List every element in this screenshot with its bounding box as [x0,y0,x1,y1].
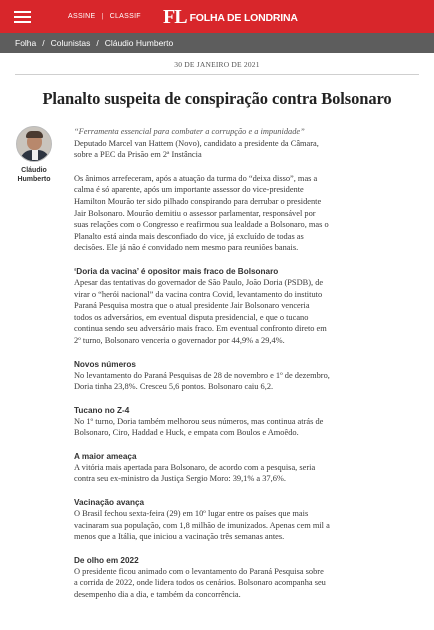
text-line: Doria tinha 23,8%. Cresceu 5,6 pontos. Bolsonaro caiu 6,2. [74,382,274,392]
article-date: 30 DE JANEIRO DE 2021 [174,60,260,69]
subscribe-link[interactable]: ASSINE [68,13,96,20]
section [74,497,414,543]
text-line: A vitória mais apertada para Bolsonaro, de acordo com a pesquisa, seria [74,462,316,472]
breadcrumb-separator: / [42,38,45,48]
hamburger-icon [14,8,31,26]
intro-line: sobre a PEC da Prisão em 2ª Instância [74,150,202,160]
top-links [68,13,141,20]
section-title: Vacinação avança [74,498,145,508]
link-separator: | [101,13,104,20]
text-line: Hamilton Mourão ter sido pilhado conspirando para derrubar o presidente [74,196,322,206]
article-body [0,126,434,613]
text-line: Bolsonaro, Ciro, Haddad e Huck, e empata com Boulos e Amoêdo. [74,428,299,438]
site-logo[interactable] [163,6,298,29]
text-line: Paraná Pesquisa mostra que o atual presidente Jair Bolsonaro venceria [74,301,310,311]
text-line: continua sendo seu adversário mais fraco. Em eventual confronto direto em [74,324,327,334]
text-line: Planalto está ainda mais desconfiado do vice, já excluído de todas as [74,231,304,241]
text-line: vacinaram sua população, com 1,8 milhão de imunizados. Apenas cem mil a [74,520,330,530]
section-title: Novos números [74,359,136,369]
breadcrumb-item-colunistas[interactable]: Colunistas [50,38,91,48]
author-avatar[interactable] [16,126,52,162]
article-text [74,126,414,613]
lead-paragraph [74,173,414,254]
text-line: No 1º turno, Doria também melhorou seus números, mas continua atrás de [74,416,324,426]
text-line: Apesar das tentativas do governador de São Paulo, João Doria (PSDB), de [74,277,324,287]
section [74,359,414,393]
author-block[interactable] [15,126,53,613]
classifieds-link[interactable]: CLASSIF [109,13,141,20]
intro-line: Deputado Marcel van Hattem (Novo), candidato a presidente da Câmara, [74,138,319,148]
section [74,405,414,439]
text-line: a corrida de 2022, onde lidera todos os cenários. Bolsonaro acompanha seu [74,578,326,588]
section-title: ‘Doria da vacina’ é opositor mais fraco de Bolsonaro [74,266,279,276]
section-title: Tucano no Z-4 [74,405,130,415]
text-line: desempenho dia a dia, e também da concorrência. [74,590,241,600]
breadcrumb-item-author[interactable]: Cláudio Humberto [104,38,174,48]
top-bar [0,0,434,33]
text-line: Os ânimos arrefeceram, após a atuação da turma do “deixa disso”, mas a [74,173,318,183]
section-title: De olho em 2022 [74,555,139,565]
section [74,555,414,601]
text-line: Jair Bolsonaro. Mourão demitiu o assessor parlamentar, responsável por [74,208,316,218]
section-title: A maior ameaça [74,451,137,461]
text-line: menos que a Itália, que iniciou a vacinação três semanas antes. [74,532,285,542]
article-headline: Planalto suspeita de conspiração contra Bolsonaro [42,89,392,108]
text-line: suas relações com o Congresso e reafirmou sua lealdade a Bolsonaro, mas o [74,220,329,230]
intro-quote: “Ferramenta essencial para combater a corrupção e a impunidade” [74,127,305,136]
section [74,266,414,347]
text-line: O presidente ficou animado com o levantamento do Paraná Pesquisa sobre [74,566,324,576]
logo-name: FOLHA DE LONDRINA [189,11,298,24]
text-line: decisões. Ele já não é convidado nem mesmo para reuniões banais. [74,243,299,253]
text-line: 2º turno, Bolsonaro venceria o governador por 44,9% a 29,4%. [74,335,285,345]
breadcrumb-separator: / [96,38,99,48]
breadcrumb [0,33,434,53]
section [74,451,414,485]
logo-mark: FL [163,6,187,28]
divider [15,74,419,75]
breadcrumb-item-folha[interactable]: Folha [15,38,37,48]
text-line: virar o “herói nacional” da vacina contra Covid, levantamento do instituto [74,289,323,299]
text-line: todos os adversários, em eventual disputa presidencial, e que o tucano [74,312,309,322]
menu-button[interactable] [0,0,44,33]
text-line: No levantamento do Paraná Pesquisas de 28 de novembro e 1º de dezembro, [74,370,330,380]
text-line: contra seu ex-ministro da Justiça Sergio Moro: 39,1% a 37,6%. [74,474,286,484]
author-name[interactable]: Cláudio Humberto [17,167,51,183]
text-line: calma é só aparente, após um importante assessor do vice-presidente [74,185,304,195]
text-line: O Brasil fechou sexta-feira (29) em 10º lugar entre os países que mais [74,509,309,519]
intro-quote-block [74,126,414,161]
